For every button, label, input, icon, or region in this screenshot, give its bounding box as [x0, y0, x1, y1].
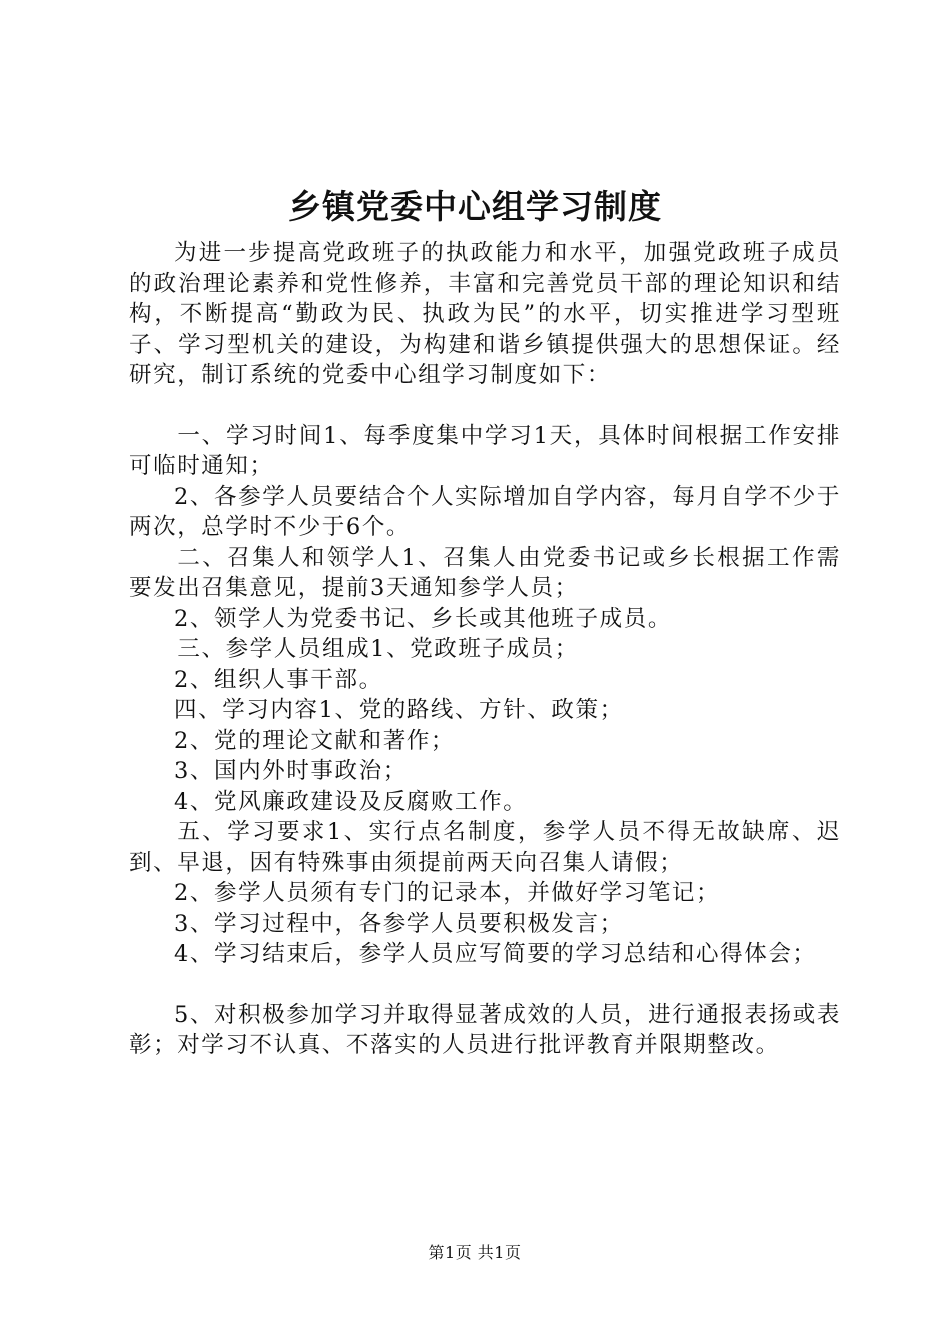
section-1-item-1: 一、学习时间1、每季度集中学习1天，具体时间根据工作安排可临时通知；	[129, 422, 841, 479]
paragraph-gap	[129, 970, 841, 1000]
section-5-item-5: 5、对积极参加学习并取得显著成效的人员，进行通报表扬或表彰；对学习不认真、不落实的人员进行批评教育并限期整改。	[129, 1001, 841, 1058]
section-5-item-2: 2、参学人员须有专门的记录本，并做好学习笔记；	[174, 880, 721, 906]
section-2-item-2: 2、领学人为党委书记、乡长或其他班子成员。	[174, 605, 672, 632]
page-footer: 第1页 共1页	[428, 1243, 522, 1262]
section-3-item-1: 三、参学人员组成1、党政班子成员；	[177, 636, 579, 662]
section-3-item-2: 2、组织人事干部。	[174, 666, 383, 693]
document-body	[129, 238, 841, 1061]
section-5-item-4: 4、学习结束后，参学人员应写简要的学习总结和心得体会；	[174, 941, 817, 967]
section-2-item-1: 二、召集人和领学人1、召集人由党委书记或乡长根据工作需要发出召集意见，提前3天通知参学人员；	[129, 544, 841, 601]
intro-paragraph: 为进一步提高党政班子的执政能力和水平，加强党政班子成员的政治理论素养和党性修养，丰富和完善党员干部的理论知识和结构，不断提高“勤政为民、执政为民”的水平，切实推进学习型班子、学习型机关的建设，为构建和谐乡镇提供强大的思想保证。经研究，制订系统的党委中心组学习制度如下：	[129, 240, 841, 388]
section-5-item-1: 五、学习要求1、实行点名制度，参学人员不得无故缺席、迟到、早退，因有特殊事由须提前两天向召集人请假；	[129, 819, 841, 876]
paragraph-gap	[129, 391, 841, 421]
section-4-item-4: 4、党风廉政建设及反腐败工作。	[174, 788, 528, 815]
section-4-item-2: 2、党的理论文献和著作；	[174, 727, 456, 754]
section-4-item-1: 四、学习内容1、党的路线、方针、政策；	[174, 697, 624, 723]
section-1-item-2: 2、各参学人员要结合个人实际增加自学内容，每月自学不少于两次，总学时不少于6个。	[129, 483, 841, 540]
section-5-item-3: 3、学习过程中，各参学人员要积极发言；	[174, 910, 624, 937]
document-title: 乡镇党委中心组学习制度	[288, 187, 662, 226]
section-4-item-3: 3、国内外时事政治；	[174, 758, 407, 784]
